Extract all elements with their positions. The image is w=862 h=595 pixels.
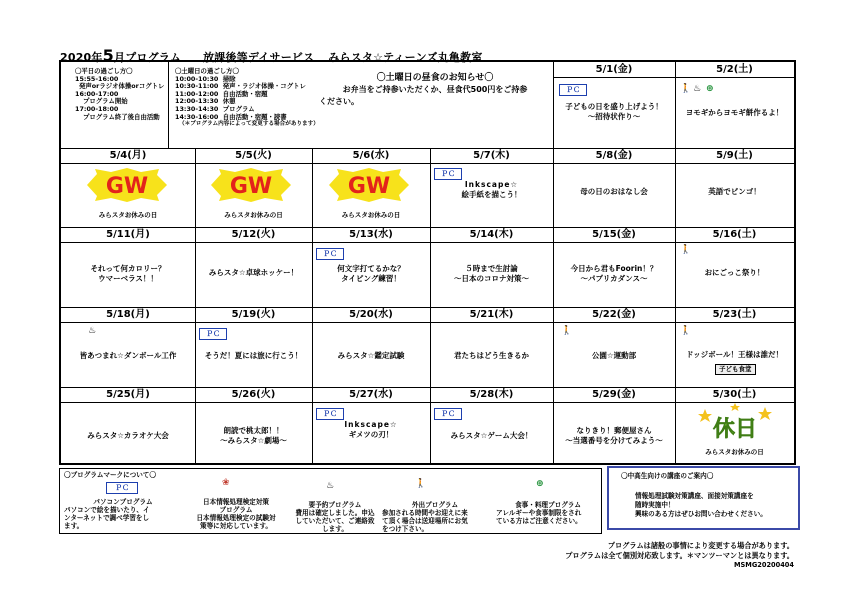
event-0518: 皆あつまれ☆ダンボール工作 bbox=[79, 351, 177, 360]
event-0527: Inkscape☆ ギメツの刃！ bbox=[344, 420, 398, 439]
saturday-schedule: 〇土曜日の過ごし方〇 10:00-10:30 掃除 10:30-11:00 発声・ラジオ体操・コグトレ 11:00-12:00 自由活動・宿題 12:00-13:30 休憩 13:30-14:30 プログラム 14:30-16:00 自由活動・宿題・読書 （＊プログラム内容によって変更する場合があります） bbox=[175, 67, 319, 128]
event-0514: ５時まで生討論 ～日本のコロナ対策～ bbox=[454, 264, 529, 283]
date-header: 5/8(金) bbox=[553, 148, 675, 164]
event-0529: なりきり！郵便屋さん ～当選番号を分けてみよう～ bbox=[565, 426, 663, 445]
weekday-schedule: 〇平日の過ごし方〇 15:55-16:00 発声orラジオ体操orコグトレ 16:00-17:00 プログラム開始 17:00-18:00 プログラム終了後自由活動 bbox=[75, 67, 165, 121]
date-header: 5/29(金) bbox=[553, 387, 675, 403]
date-header: 5/30(土) bbox=[675, 387, 794, 403]
date-header: 5/13(水) bbox=[312, 227, 430, 243]
date-header: 5/21(木) bbox=[430, 307, 553, 323]
jh-icon: ❀ bbox=[222, 478, 230, 488]
legend-pc: パソコンプログラム パソコンで絵を描いたり、イ ンターネットで調べ学習をし ます。 bbox=[64, 498, 153, 530]
date-header: 5/1(金) bbox=[553, 62, 675, 78]
saturday-schedule-title: 〇土曜日の過ごし方〇 bbox=[175, 67, 239, 75]
event-0522: 公園☆運動部 bbox=[591, 351, 637, 360]
outing-icon: 🚶 bbox=[680, 84, 692, 94]
pc-mark: ＰＣ bbox=[434, 408, 462, 420]
pc-mark: ＰＣ bbox=[316, 248, 344, 260]
title-classroom: みらスタ☆ティーンズ丸亀教室 bbox=[328, 51, 483, 64]
date-header: 5/14(木) bbox=[430, 227, 553, 243]
date-header: 5/27(水) bbox=[312, 387, 430, 403]
pc-mark: ＰＣ bbox=[559, 84, 587, 96]
event-0501: 子どもの日を盛り上げよう！ ～招待状作り～ bbox=[565, 102, 663, 121]
date-header: 5/9(土) bbox=[675, 148, 794, 164]
svg-text:休日: 休日 bbox=[712, 417, 758, 442]
gw-badge bbox=[327, 168, 411, 202]
pc-mark: ＰＣ bbox=[316, 408, 344, 420]
event-0513: 何文字打てるかな？ タイピング練習！ bbox=[337, 264, 405, 283]
kyujitsu-badge bbox=[695, 403, 775, 443]
lunch-notice: 〇土曜日の昼食のお知らせ〇 お弁当をご持参いただくか、昼食代500円をご持参 ください。 bbox=[317, 72, 553, 108]
outing-icon: 🚶 bbox=[680, 326, 692, 336]
date-header: 5/28(木) bbox=[430, 387, 553, 403]
event-0509: 英語でビンゴ！ bbox=[708, 187, 761, 196]
reservation-icon: ♨ bbox=[693, 84, 702, 94]
event-0528: みらスタ☆ゲーム大会！ bbox=[450, 431, 533, 440]
gw-badge bbox=[209, 168, 293, 202]
program-legend bbox=[59, 468, 602, 534]
event-0515: 今日から君もFoorin！？ ～パプリカダンス～ bbox=[570, 264, 658, 283]
event-0520: みらスタ☆鑑定試験 bbox=[337, 351, 405, 360]
outing-icon: 🚶 bbox=[415, 479, 427, 489]
pc-mark: ＰＣ bbox=[106, 482, 138, 494]
holiday-label: みらスタお休みの日 bbox=[224, 211, 283, 219]
date-header: 5/2(土) bbox=[675, 62, 794, 78]
legend-reservation: 要予約プログラム 費用は確定しました。申込 していただいて、ご連絡致します。 bbox=[295, 501, 375, 533]
event-0523: ドッジボール！王様は誰だ！ bbox=[685, 350, 784, 359]
footer-line2: プログラムは全て個別対応致します。＊マンツーマンとは異なります。 bbox=[565, 551, 794, 560]
title-year: 2020年 bbox=[60, 51, 103, 64]
holiday-label: みらスタお休みの日 bbox=[341, 211, 401, 219]
calendar-grid bbox=[59, 60, 796, 465]
date-header: 5/18(月) bbox=[61, 307, 195, 323]
lunch-notice-title: 〇土曜日の昼食のお知らせ〇 bbox=[376, 73, 494, 83]
food-icon: ⊕ bbox=[536, 479, 544, 489]
event-0516: おにごっこ祭り！ bbox=[704, 268, 765, 277]
date-header: 5/23(土) bbox=[675, 307, 794, 323]
legend-outing: 外出プログラム 参加される時間やお迎えに来 て頂く場合は送迎場所にお気 をつけ下さい。 bbox=[382, 501, 468, 533]
legend-jh: 日本情報処理検定対策 プログラム 日本情報処理検定の試験対 策等に対応しています。 bbox=[196, 498, 276, 530]
date-header: 5/20(水) bbox=[312, 307, 430, 323]
date-header: 5/5(火) bbox=[195, 148, 312, 164]
reservation-icon: ♨ bbox=[88, 326, 97, 336]
event-0530: みらスタお休みの日 bbox=[705, 448, 764, 456]
holiday-label: みらスタお休みの日 bbox=[98, 211, 158, 219]
date-header: 5/16(土) bbox=[675, 227, 794, 243]
date-header: 5/22(金) bbox=[553, 307, 675, 323]
svg-text:GW: GW bbox=[229, 174, 273, 199]
legend-title: 〇プログラムマークについて〇 bbox=[64, 471, 156, 479]
outing-icon: 🚶 bbox=[561, 326, 573, 336]
weekday-schedule-title: 〇平日の過ごし方〇 bbox=[75, 67, 133, 75]
event-0507: Inkscape☆ 絵手紙を描こう！ bbox=[461, 180, 522, 199]
food-icon: ⊕ bbox=[706, 84, 714, 94]
event-0508: 母の日のおはなし会 bbox=[580, 187, 648, 196]
title-suffix: 月プログラム bbox=[113, 51, 182, 64]
event-0511: それって何カロリー？ ウマーベラス！！ bbox=[90, 264, 166, 283]
event-0521: 君たちはどう生きるか bbox=[454, 351, 529, 360]
ms-title: 〇中高生向けの講座のご案内〇 bbox=[621, 472, 714, 480]
date-header: 5/25(月) bbox=[61, 387, 195, 403]
date-header: 5/15(金) bbox=[553, 227, 675, 243]
kodomo-shokudo-tag: 子ども食堂 bbox=[715, 364, 756, 375]
event-0512: みらスタ☆卓球ホッケー！ bbox=[208, 268, 299, 277]
date-header: 5/7(木) bbox=[430, 148, 553, 164]
date-header: 5/11(月) bbox=[61, 227, 195, 243]
grid-vline bbox=[195, 148, 196, 463]
saturday-schedule-note: （＊プログラム内容によって変更する場合があります） bbox=[179, 121, 319, 128]
event-0519: そうだ！夏には旅に行こう！ bbox=[204, 351, 303, 360]
event-0525: みらスタ☆カラオケ大会 bbox=[87, 431, 169, 440]
pc-mark: ＰＣ bbox=[199, 328, 227, 340]
date-header: 5/19(火) bbox=[195, 307, 312, 323]
event-0526: 朗読で桃太郎！！ ～みらスタ☆劇場～ bbox=[220, 426, 287, 445]
date-header: 5/12(火) bbox=[195, 227, 312, 243]
date-header: 5/4(月) bbox=[61, 148, 195, 164]
date-header: 5/6(水) bbox=[312, 148, 430, 164]
grid-vline bbox=[168, 62, 169, 148]
title-month: 5 bbox=[102, 46, 114, 65]
footer-code: MSMG20200404 bbox=[734, 561, 794, 569]
svg-text:GW: GW bbox=[105, 174, 149, 199]
svg-text:GW: GW bbox=[347, 174, 391, 199]
outing-icon: 🚶 bbox=[680, 245, 692, 255]
reservation-icon: ♨ bbox=[326, 481, 335, 491]
legend-food: 食事・料理プログラム アレルギーや食事制限をされ ている方はご注意ください。 bbox=[496, 501, 582, 525]
gw-badge bbox=[85, 168, 169, 202]
footer-line1: プログラムは諸般の事情により変更する場合があります。 bbox=[607, 541, 794, 550]
event-0502: ヨモギからヨモギ餅作るよ！ bbox=[685, 108, 784, 117]
grid-vline bbox=[312, 148, 313, 463]
middle-school-info: 〇中高生向けの講座のご案内〇 情報処理試験対策講座、面接対策講座を 随時実施中！ 興味のある方はぜひお問い合わせください。 bbox=[607, 466, 800, 530]
title-service: 放課後等デイサービス bbox=[203, 51, 315, 64]
pc-mark: ＰＣ bbox=[434, 168, 462, 180]
date-header: 5/26(火) bbox=[195, 387, 312, 403]
